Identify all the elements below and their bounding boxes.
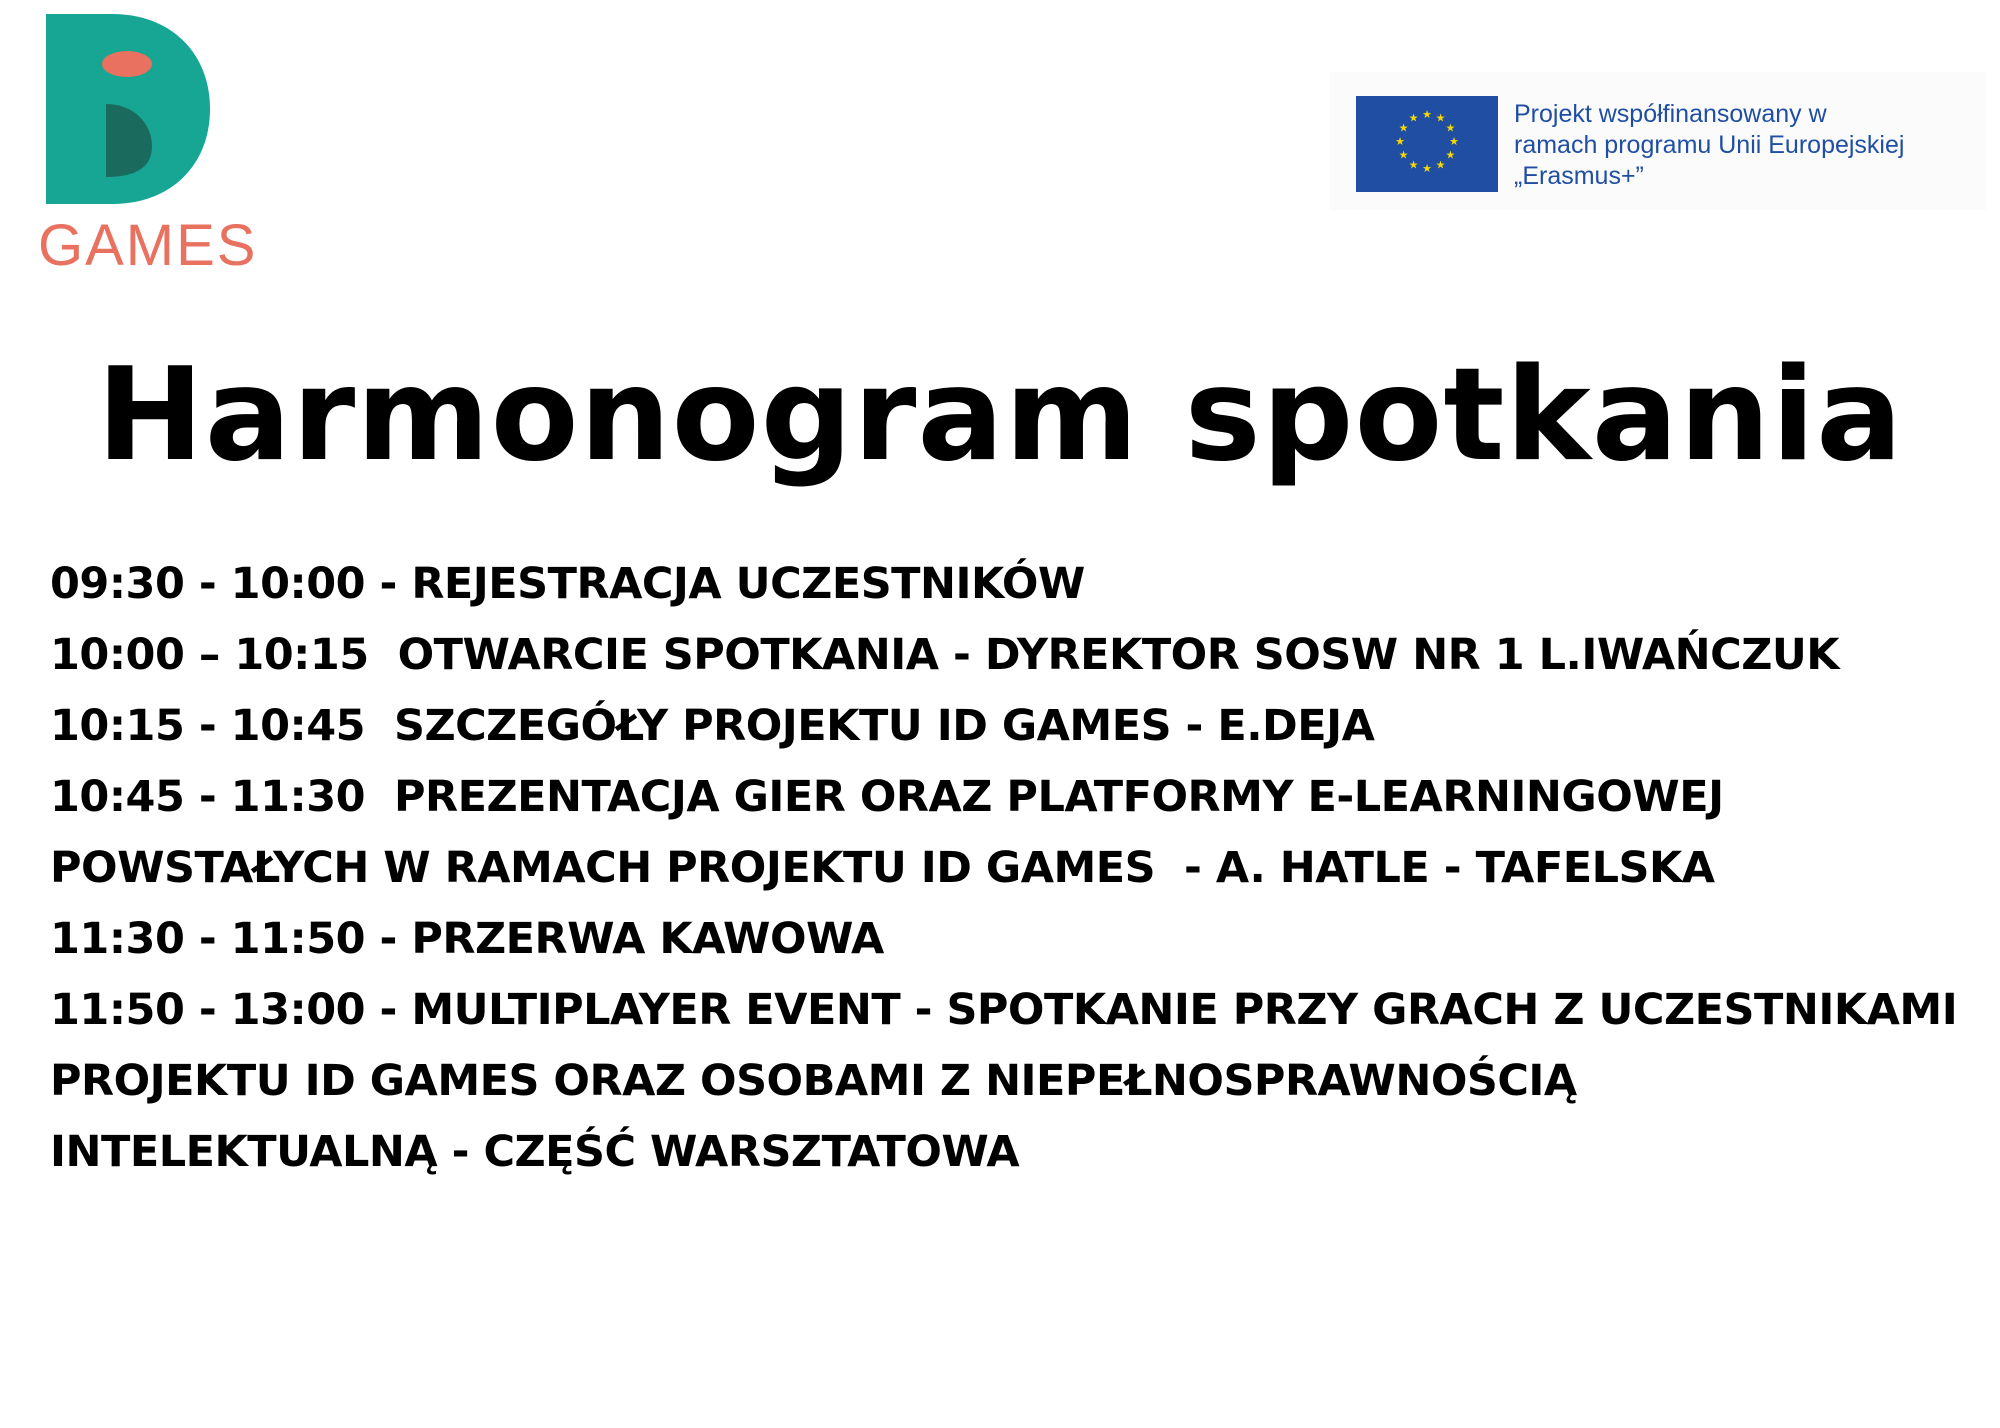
schedule-line: POWSTAŁYCH W RAMACH PROJEKTU ID GAMES - A. HATLE - TAFELSKA (50, 843, 1715, 893)
schedule-list (50, 549, 1957, 1188)
schedule-line: 09:30 - 10:00 - REJESTRACJA UCZESTNIKÓW (50, 559, 1085, 609)
svg-text:★: ★ (1398, 148, 1409, 162)
eu-funding-line: ramach programu Unii Europejskiej (1514, 131, 1905, 159)
svg-text:★: ★ (1449, 135, 1459, 148)
schedule-line: 10:15 - 10:45 SZCZEGÓŁY PROJEKTU ID GAMES - E.DEJA (50, 701, 1375, 751)
svg-text:★: ★ (1445, 148, 1456, 162)
svg-text:★: ★ (1408, 158, 1419, 172)
svg-text:★: ★ (1395, 135, 1405, 148)
page-title: Harmonogram spotkania (96, 341, 1904, 490)
schedule-line: 10:00 – 10:15 OTWARCIE SPOTKANIA - DYREKTOR SOSW NR 1 L.IWAŃCZUK (50, 630, 1840, 680)
schedule-line: 11:30 - 11:50 - PRZERWA KAWOWA (50, 914, 884, 964)
eu-funding-text (1514, 99, 1904, 192)
svg-text:★: ★ (1445, 121, 1456, 135)
svg-text:★: ★ (1408, 111, 1419, 125)
svg-text:★: ★ (1398, 121, 1409, 135)
eu-flag-icon (1356, 96, 1498, 192)
schedule-line: PROJEKTU ID GAMES ORAZ OSOBAMI Z NIEPEŁNOSPRAWNOŚCIĄ (50, 1056, 1577, 1106)
svg-text:★: ★ (1422, 162, 1432, 175)
schedule-line: 10:45 - 11:30 PREZENTACJA GIER ORAZ PLATFORMY E-LEARNINGOWEJ (50, 772, 1724, 822)
svg-text:★: ★ (1422, 108, 1432, 121)
logo-text: GAMES (38, 213, 258, 278)
schedule-line: 11:50 - 13:00 - MULTIPLAYER EVENT - SPOTKANIE PRZY GRACH Z UCZESTNIKAMI (50, 985, 1958, 1035)
id-games-logo (38, 14, 258, 284)
eu-funding-banner (1330, 72, 1986, 210)
id-logo-mark-icon (42, 14, 212, 204)
svg-text:★: ★ (1435, 111, 1446, 125)
eu-funding-line: Projekt współfinansowany w (1514, 100, 1827, 128)
schedule-line: INTELEKTUALNĄ - CZĘŚĆ WARSZTATOWA (50, 1127, 1020, 1177)
eu-funding-line: „Erasmus+” (1514, 162, 1644, 190)
svg-text:★: ★ (1435, 158, 1446, 172)
